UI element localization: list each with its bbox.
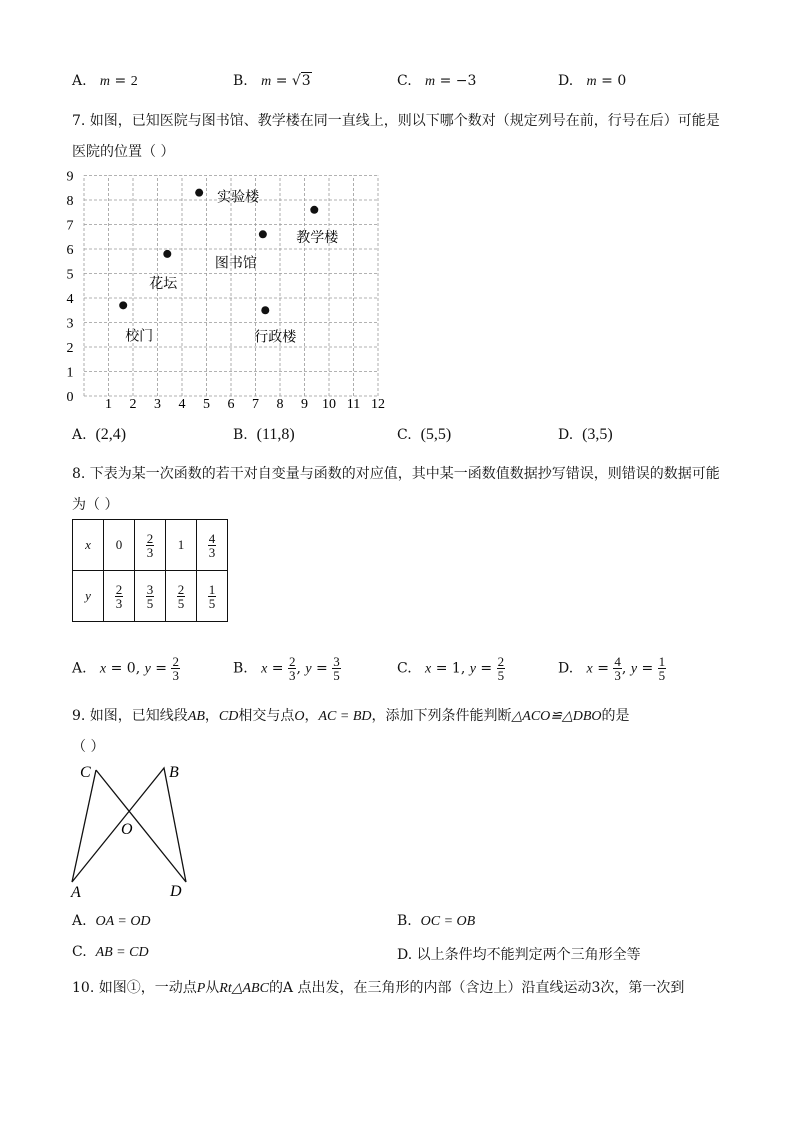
q8-option-a[interactable]: A. x = 0, y = $\frac{2}{3}$ bbox=[72, 654, 179, 683]
x-tick-label: 1 bbox=[105, 397, 112, 412]
x-tick-label: 10 bbox=[322, 397, 336, 412]
q8-value-table bbox=[72, 519, 228, 622]
y-tick-label: 2 bbox=[66, 341, 74, 356]
q8-option-d[interactable]: D. x = $\frac{4}{3}$ , y = $\frac{1}{5}$ bbox=[558, 654, 666, 683]
q8-stem-line1: 8. 下表为某一次函数的若干对自变量与函数的对应值，其中某一函数值数据抄写错误，则错误的数据可能 bbox=[72, 466, 720, 482]
y-tick-label: 0 bbox=[66, 390, 74, 405]
point-label: 校门 bbox=[125, 328, 154, 345]
y-tick-label: 4 bbox=[66, 292, 74, 307]
q9-option-c[interactable]: C. AB = CD bbox=[72, 944, 149, 960]
x-tick-label: 4 bbox=[178, 397, 186, 412]
y-tick-label: 3 bbox=[66, 316, 74, 332]
table-cell: $\frac{2}{5}$ bbox=[166, 571, 197, 622]
point-图书馆 bbox=[259, 230, 267, 238]
q6-option-c[interactable]: C. m = −3 bbox=[397, 73, 477, 89]
label-b: B bbox=[169, 764, 179, 781]
table-cell: 0 bbox=[104, 520, 135, 571]
y-tick-label: 6 bbox=[66, 243, 74, 258]
table-row-x bbox=[73, 520, 228, 571]
point-教学楼 bbox=[310, 206, 318, 214]
x-tick-label: 5 bbox=[203, 397, 210, 412]
y-tick-label: 5 bbox=[66, 267, 74, 283]
x-tick-label: 3 bbox=[154, 397, 161, 412]
x-tick-label: 6 bbox=[227, 397, 235, 412]
point-label: 图书馆 bbox=[214, 255, 257, 272]
q9-option-d[interactable]: D. 以上条件均不能判定两个三角形全等 bbox=[397, 947, 641, 963]
point-行政楼 bbox=[261, 306, 269, 314]
q8-stem-line2: 为（ ） bbox=[72, 497, 119, 513]
y-tick-label: 8 bbox=[66, 194, 74, 209]
q8-option-c[interactable]: C. x = 1, y = $\frac{2}{5}$ bbox=[397, 654, 505, 683]
table-header-y: y bbox=[73, 571, 104, 622]
q9-option-b[interactable]: B. OC = OB bbox=[397, 913, 476, 929]
point-花坛 bbox=[163, 250, 171, 258]
table-row-y bbox=[73, 571, 228, 622]
q10-stem-line1: 10. 如图①，一动点P从Rt△ABC的A 点出发，在三角形的内部（含边上）沿直线运动3次，第一次到 bbox=[72, 980, 685, 996]
label-a: A bbox=[71, 884, 81, 900]
q7-option-a[interactable]: A. (2,4) bbox=[72, 426, 127, 443]
q7-stem-line1: 7. 如图，已知医院与图书馆、教学楼在同一直线上，则以下哪个数对（规定列号在前，行号在后）可能是 bbox=[72, 113, 720, 129]
x-tick-label: 12 bbox=[371, 397, 385, 412]
table-cell: $\frac{4}{3}$ bbox=[197, 520, 228, 571]
q8-option-b[interactable]: B. x = $\frac{2}{3}$ , y = $\frac{3}{5}$ bbox=[233, 654, 340, 683]
table-cell: 1 bbox=[166, 520, 197, 571]
point-校门 bbox=[119, 301, 127, 309]
table-cell: $\frac{2}{3}$ bbox=[135, 520, 166, 571]
label-o: O bbox=[121, 821, 133, 838]
label-d: D bbox=[170, 883, 182, 900]
q7-option-c[interactable]: C. (5,5) bbox=[397, 426, 452, 443]
label-c: C bbox=[80, 764, 91, 781]
q7-option-b[interactable]: B. (11,8) bbox=[233, 426, 295, 443]
x-tick-label: 8 bbox=[276, 397, 284, 412]
x-tick-label: 2 bbox=[129, 397, 137, 412]
q6-option-d[interactable]: D. m = 0 bbox=[558, 73, 627, 89]
point-label: 实验楼 bbox=[217, 189, 260, 206]
table-cell: $\frac{1}{5}$ bbox=[197, 571, 228, 622]
x-tick-label: 9 bbox=[301, 397, 308, 412]
q9-stem-line1: 9. 如图，已知线段AB，CD相交与点O，AC = BD，添加下列条件能判断△ACO≌△DBO的是 bbox=[72, 708, 630, 724]
q9-option-a[interactable]: A. OA = OD bbox=[72, 913, 151, 929]
sqrt-sign: √ bbox=[291, 73, 301, 89]
point-label: 行政楼 bbox=[254, 329, 297, 346]
x-tick-label: 7 bbox=[252, 397, 259, 412]
point-label: 教学楼 bbox=[296, 229, 339, 246]
table-header-x: x bbox=[73, 520, 104, 571]
q7-option-d[interactable]: D. (3,5) bbox=[558, 426, 613, 443]
y-tick-label: 7 bbox=[66, 218, 74, 234]
y-tick-label: 1 bbox=[66, 365, 74, 381]
q9-stem-line2: （ ） bbox=[72, 739, 105, 755]
x-tick-label: 11 bbox=[346, 397, 361, 412]
y-tick-label: 9 bbox=[66, 169, 74, 185]
point-实验楼 bbox=[195, 189, 203, 197]
q7-coordinate-grid bbox=[60, 166, 400, 412]
q7-stem-line2: 医院的位置（ ） bbox=[72, 144, 175, 160]
q6-option-b[interactable]: B. m = √3 bbox=[233, 73, 311, 89]
table-cell: $\frac{3}{5}$ bbox=[135, 571, 166, 622]
table-cell: $\frac{2}{3}$ bbox=[104, 571, 135, 622]
point-label: 花坛 bbox=[149, 275, 178, 292]
q6-option-a[interactable]: A. m = 2 bbox=[72, 73, 138, 89]
q9-triangle-figure bbox=[64, 760, 214, 900]
